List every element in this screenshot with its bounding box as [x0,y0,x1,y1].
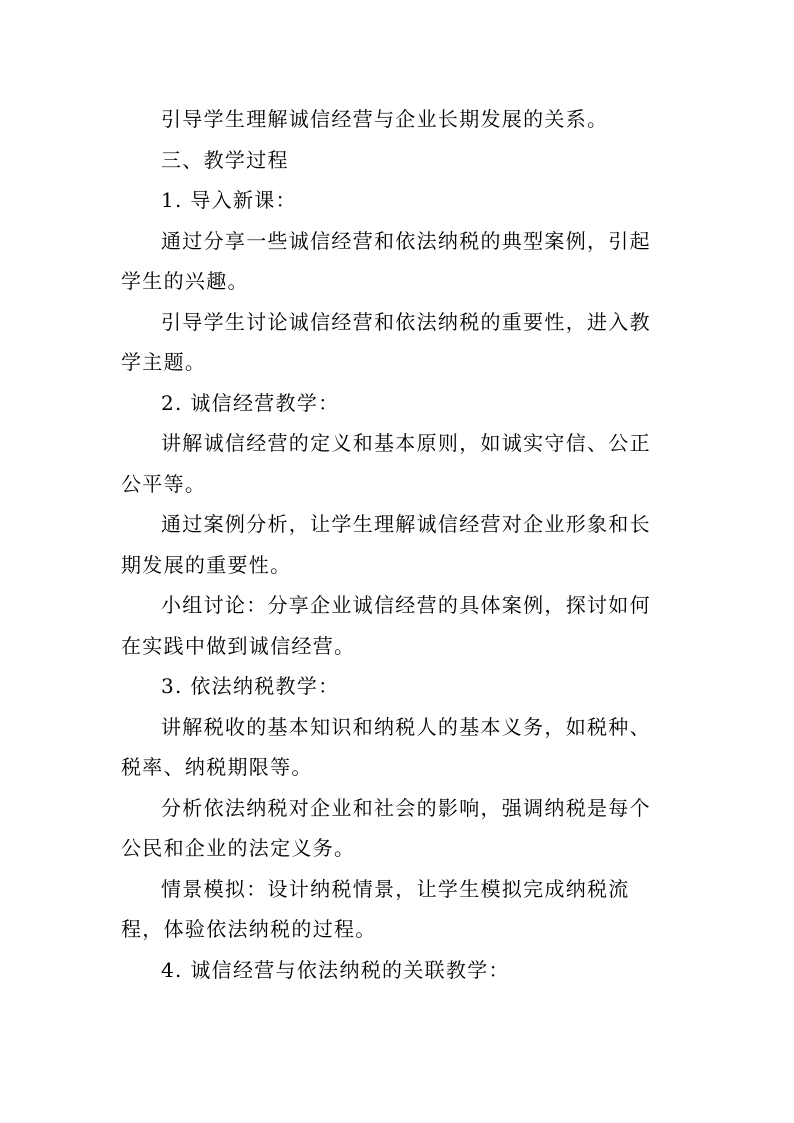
paragraph: 分析依法纳税对企业和社会的影响，强调纳税是每个公民和企业的法定义务。 [121,795,651,860]
paragraph: 引导学生理解诚信经营与企业长期发展的关系。 [161,107,609,131]
paragraph: 通过分享一些诚信经营和依法纳税的典型案例，引起学生的兴趣。 [121,228,651,293]
paragraph: 引导学生讨论诚信经营和依法纳税的重要性，进入教学主题。 [121,309,651,374]
paragraph: 情景模拟：设计纳税情景，让学生模拟完成纳税流程，体验依法纳税的过程。 [121,876,630,941]
paragraph: 讲解诚信经营的定义和基本原则，如诚实守信、公正公平等。 [121,431,651,496]
document-body [121,99,666,990]
section-heading: 三、教学过程 [161,147,289,172]
subsection-heading: 4. 诚信经营与依法纳税的关联教学： [161,957,510,982]
subsection-heading: 3. 依法纳税教学： [161,674,340,698]
paragraph: 小组讨论：分享企业诚信经营的具体案例，探讨如何在实践中做到诚信经营。 [121,593,651,658]
subsection-heading: 2. 诚信经营教学： [161,390,340,415]
paragraph: 讲解税收的基本知识和纳税人的基本义务，如税种、税率、纳税期限等。 [121,714,651,779]
subsection-heading: 1. 导入新课： [161,188,297,212]
paragraph: 通过案例分析，让学生理解诚信经营对企业形象和长期发展的重要性。 [121,512,651,577]
